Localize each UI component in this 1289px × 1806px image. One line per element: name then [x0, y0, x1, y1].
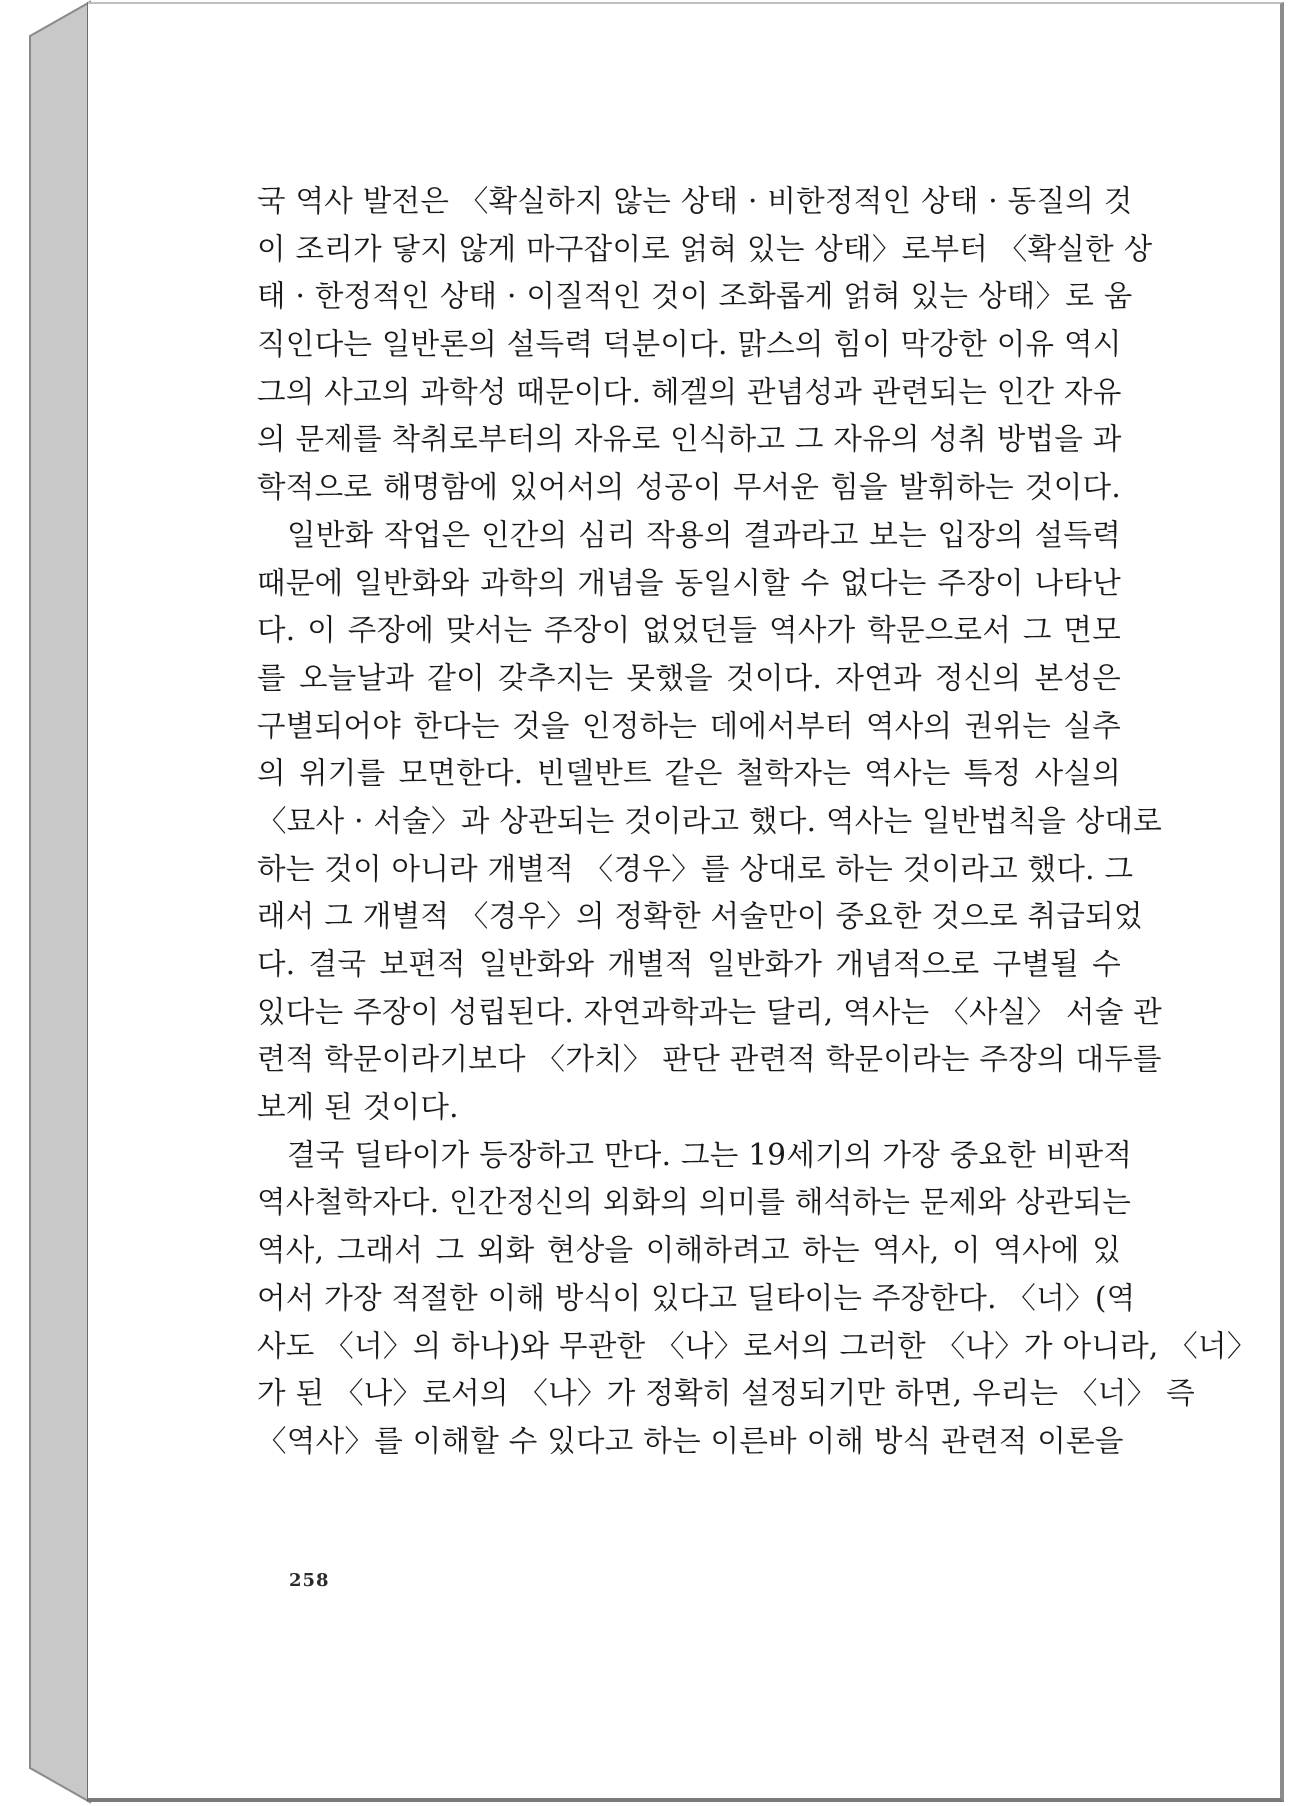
text-line: 역사철학자다. 인간정신의 외화의 의미를 해석하는 문제와 상관되는: [257, 1185, 1132, 1220]
page-number: 258: [289, 1570, 330, 1591]
text-line: 태 · 한정적인 상태 · 이질적인 것이 조화롭게 얽혀 있는 상태〉로 움: [257, 279, 1133, 314]
text-line: 어서 가장 적절한 이해 방식이 있다고 딜타이는 주장한다. 〈너〉(역: [257, 1280, 1136, 1315]
paragraph-2: [257, 512, 1163, 1132]
text-line: 그의 사고의 과학성 때문이다. 헤겔의 관념성과 관련되는 인간 자유: [257, 374, 1122, 409]
text-line: 직인다는 일반론의 설득력 덕분이다. 맑스의 힘이 막강한 이유 역시: [257, 327, 1122, 362]
text-line: 구별되어야 한다는 것을 인정하는 데에서부터 역사의 권위는 실추: [257, 708, 1121, 743]
text-line: 가 된 〈나〉로서의 〈나〉가 정확히 설정되기만 하면, 우리는 〈너〉 즉: [257, 1376, 1195, 1411]
text-line: 때문에 일반화와 과학의 개념을 동일시할 수 없다는 주장이 나타난: [257, 565, 1121, 600]
book-spine: [0, 0, 100, 1806]
text-line: 하는 것이 아니라 개별적 〈경우〉를 상대로 하는 것이라고 했다. 그: [257, 851, 1134, 886]
text-line: 를 오늘날과 같이 갖추지는 못했을 것이다. 자연과 정신의 본성은: [257, 660, 1121, 695]
paragraph-3: [257, 1132, 1257, 1466]
text-line: 의 문제를 착취로부터의 자유로 인식하고 그 자유의 성취 방법을 과: [257, 422, 1122, 457]
text-line: 련적 학문이라기보다 〈가치〉 판단 관련적 학문이라는 주장의 대두를: [257, 1042, 1162, 1077]
text-line: 의 위기를 모면한다. 빈델반트 같은 철학자는 역사는 특정 사실의: [257, 756, 1121, 791]
paragraph-1: [257, 178, 1153, 512]
text-line: 학적으로 해명함에 있어서의 성공이 무서운 힘을 발휘하는 것이다.: [257, 470, 1121, 505]
text-line: 〈묘사 · 서술〉과 상관되는 것이라고 했다. 역사는 일반법칙을 상대로: [257, 803, 1163, 838]
text-line: 래서 그 개별적 〈경우〉의 정확한 서술만이 중요한 것으로 취급되었: [257, 899, 1143, 934]
text-line: 〈역사〉를 이해할 수 있다고 하는 이른바 이해 방식 관련적 이론을: [257, 1423, 1124, 1458]
text-line: 이 조리가 닿지 않게 마구잡이로 얽혀 있는 상태〉로부터 〈확실한 상: [257, 231, 1153, 266]
text-line: 국 역사 발전은 〈확실하지 않는 상태 · 비한정적인 상태 · 동질의 것: [257, 184, 1133, 218]
text-line: 있다는 주장이 성립된다. 자연과학과는 달리, 역사는 〈사실〉 서술 관: [257, 994, 1163, 1029]
text-line: 다. 결국 보편적 일반화와 개별적 일반화가 개념적으로 구별될 수: [257, 947, 1121, 981]
text-line: 역사, 그래서 그 외화 현상을 이해하려고 하는 역사, 이 역사에 있: [257, 1233, 1121, 1268]
text-line: 결국 딜타이가 등장하고 만다. 그는 19세기의 가장 중요한 비판적: [287, 1137, 1133, 1172]
text-line: 일반화 작업은 인간의 심리 작용의 결과라고 보는 입장의 설득력: [287, 517, 1121, 552]
body-text: [257, 178, 1257, 1466]
text-line: 보게 된 것이다.: [257, 1090, 459, 1125]
text-line: 다. 이 주장에 맞서는 주장이 없었던들 역사가 학문으로서 그 면모: [257, 613, 1121, 648]
text-line: 사도 〈너〉의 하나)와 무관한 〈나〉로서의 그러한 〈나〉가 아니라, 〈너〉: [257, 1328, 1257, 1363]
